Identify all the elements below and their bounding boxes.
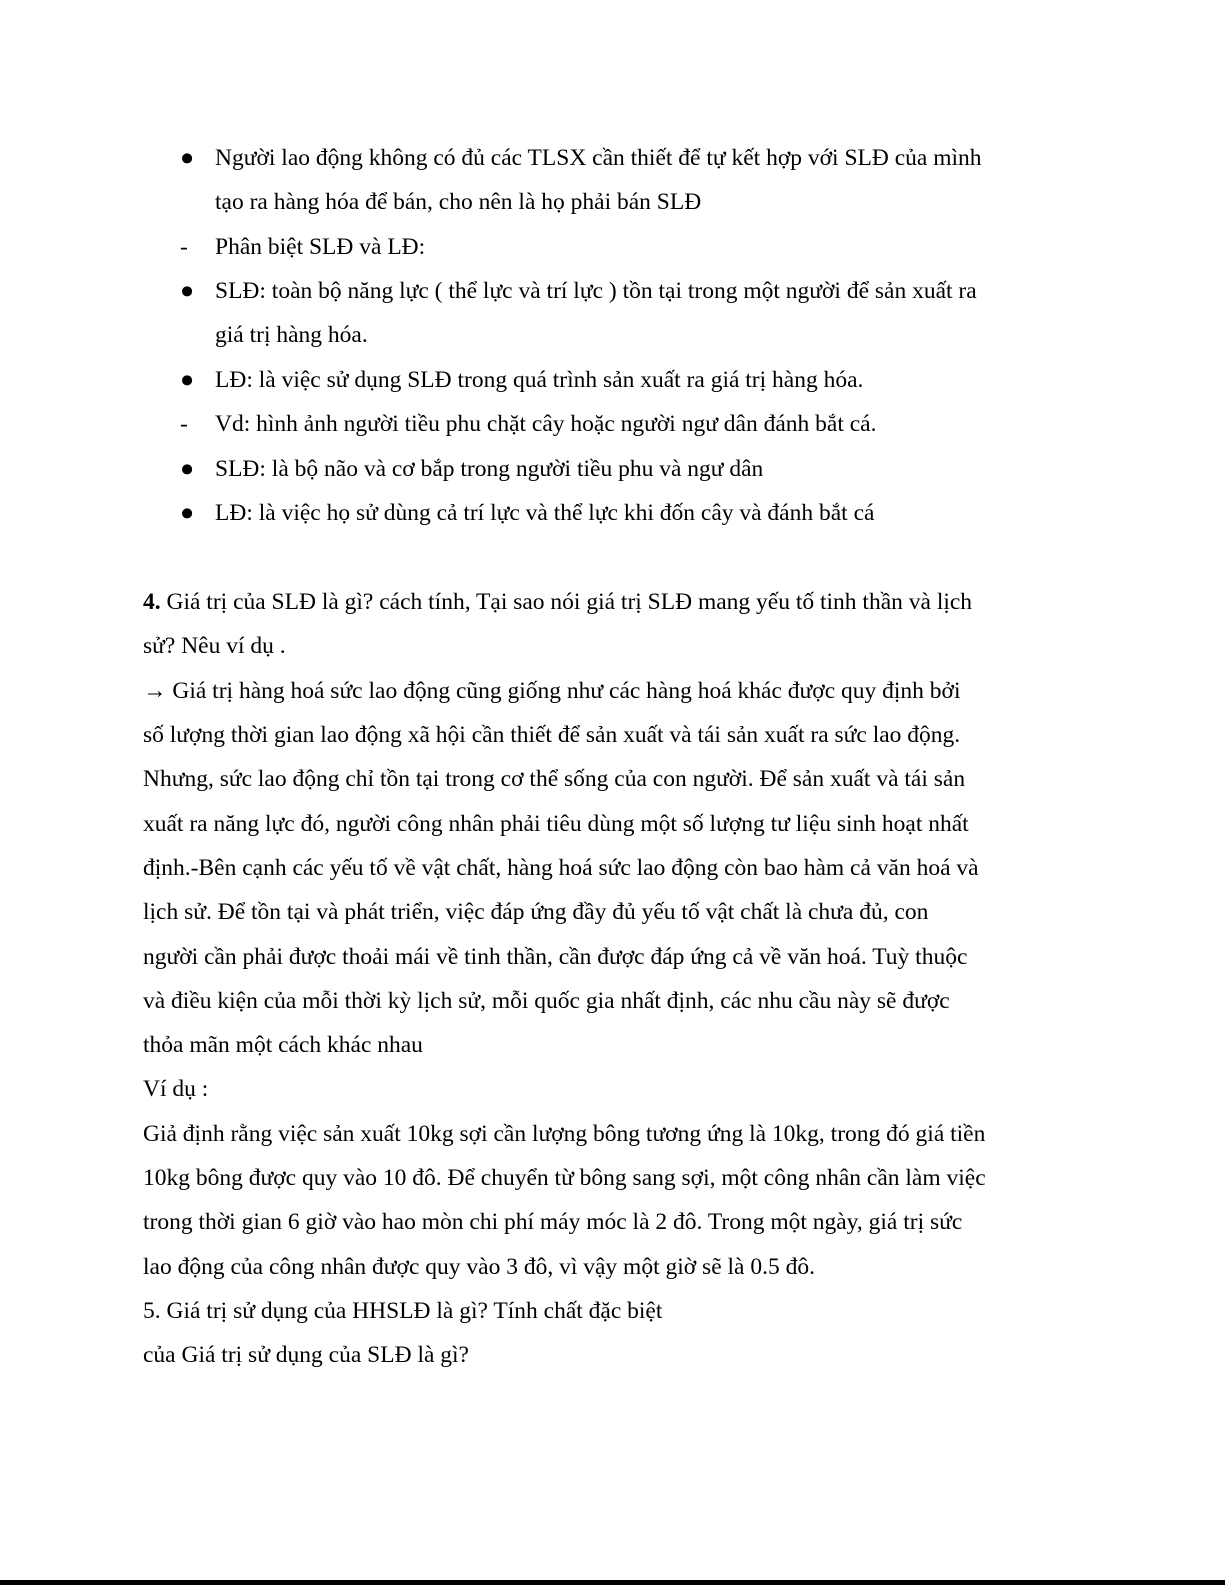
list-item-text: Vd: hình ảnh người tiều phu chặt cây hoặc người ngư dân đánh bắt cá. bbox=[215, 411, 877, 437]
bullet-marker: ● bbox=[180, 145, 195, 171]
list-item-text: SLĐ: là bộ não và cơ bắp trong người tiều phu và ngư dân bbox=[215, 456, 764, 482]
question-text: Giá trị của SLĐ là gì? cách tính, Tại sao nói giá trị SLĐ mang yếu tố tinh thần và lịch bbox=[160, 589, 973, 615]
question-text: của Giá trị sử dụng của SLĐ là gì? bbox=[143, 1342, 469, 1368]
list-item-text: SLĐ: toàn bộ năng lực ( thể lực và trí lực ) tồn tại trong một người để sản xuất ra bbox=[215, 278, 977, 304]
answer-line: lịch sử. Để tồn tại và phát triển, việc đáp ứng đầy đủ yếu tố vật chất là chưa đủ, con bbox=[143, 899, 929, 925]
answer-line: Giả định rằng việc sản xuất 10kg sợi cần lượng bông tương ứng là 10kg, trong đó giá tiền bbox=[143, 1121, 986, 1147]
bullet-marker: ● bbox=[180, 367, 195, 393]
answer-line: và điều kiện của mỗi thời kỳ lịch sử, mỗi quốc gia nhất định, các nhu cầu này sẽ được bbox=[143, 988, 950, 1014]
dash-marker: - bbox=[180, 234, 188, 260]
question-number: 4. bbox=[143, 589, 161, 615]
answer-line: xuất ra năng lực đó, người công nhân phải tiêu dùng một số lượng tư liệu sinh hoạt nhất bbox=[143, 811, 969, 837]
bullet-marker: ● bbox=[180, 278, 195, 304]
answer-line: thỏa mãn một cách khác nhau bbox=[143, 1032, 423, 1058]
example-label: Ví dụ : bbox=[143, 1076, 209, 1102]
list-item-text: giá trị hàng hóa. bbox=[215, 322, 368, 348]
answer-line: → Giá trị hàng hoá sức lao động cũng giống như các hàng hoá khác được quy định bởi bbox=[143, 678, 961, 704]
question-5-heading: 5. Giá trị sử dụng của HHSLĐ là gì? Tính chất đặc biệt bbox=[143, 1298, 663, 1324]
question-text: sử? Nêu ví dụ . bbox=[143, 633, 286, 659]
list-item-text: Người lao động không có đủ các TLSX cần thiết để tự kết hợp với SLĐ của mình bbox=[215, 145, 982, 171]
page-bottom-border bbox=[0, 1580, 1225, 1585]
bullet-marker: ● bbox=[180, 500, 195, 526]
answer-line: Nhưng, sức lao động chỉ tồn tại trong cơ thể sống của con người. Để sản xuất và tái sản bbox=[143, 766, 966, 792]
answer-line: định.-Bên cạnh các yếu tố về vật chất, hàng hoá sức lao động còn bao hàm cả văn hoá và bbox=[143, 855, 979, 881]
question-4-heading bbox=[143, 587, 972, 617]
list-item-text: tạo ra hàng hóa để bán, cho nên là họ phải bán SLĐ bbox=[215, 189, 702, 215]
list-item-text: Phân biệt SLĐ và LĐ: bbox=[215, 234, 426, 260]
answer-line: lao động của công nhân được quy vào 3 đô, vì vậy một giờ sẽ là 0.5 đô. bbox=[143, 1254, 815, 1280]
answer-line: số lượng thời gian lao động xã hội cần thiết để sản xuất và tái sản xuất ra sức lao động. bbox=[143, 722, 961, 748]
answer-line: người cần phải được thoải mái về tinh thần, cần được đáp ứng cả về văn hoá. Tuỳ thuộc bbox=[143, 944, 968, 970]
answer-line: 10kg bông được quy vào 10 đô. Để chuyển từ bông sang sợi, một công nhân cần làm việc bbox=[143, 1165, 986, 1191]
list-item-text: LĐ: là việc họ sử dùng cả trí lực và thể lực khi đốn cây và đánh bắt cá bbox=[215, 500, 875, 526]
dash-marker: - bbox=[180, 411, 188, 437]
list-item-text: LĐ: là việc sử dụng SLĐ trong quá trình sản xuất ra giá trị hàng hóa. bbox=[215, 367, 864, 393]
bullet-marker: ● bbox=[180, 456, 195, 482]
answer-line: trong thời gian 6 giờ vào hao mòn chi phí máy móc là 2 đô. Trong một ngày, giá trị sức bbox=[143, 1209, 963, 1235]
